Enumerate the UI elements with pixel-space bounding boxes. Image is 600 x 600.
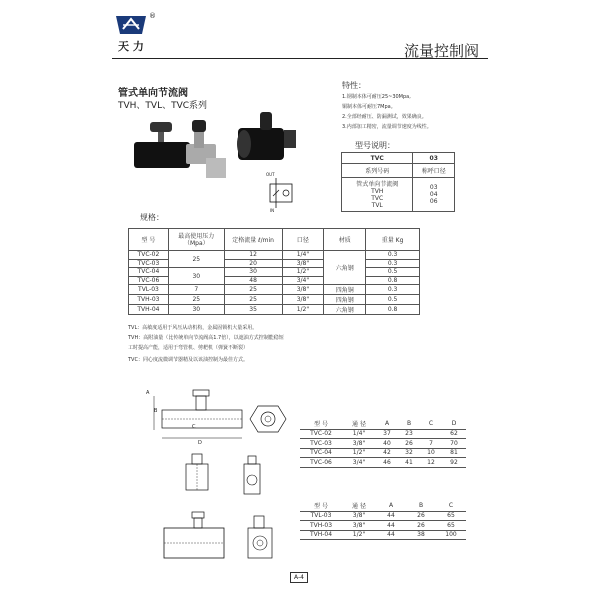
spec-model: TVC-03 [129,259,169,268]
dim2-cell: 44 [376,521,406,531]
dim1-cell: TVC-04 [300,448,342,458]
dim1-cell: 3/8" [342,439,376,449]
brand-name: 天 力 [118,40,144,53]
spec-port: 3/8" [282,285,324,295]
dim2-cell: 38 [406,530,436,540]
spec-flow: 12 [224,251,282,260]
logo-icon [114,14,148,36]
dim1-header: D [442,418,466,429]
spec-pressure: 30 [168,305,224,315]
dim1-cell: 26 [398,439,420,449]
dim1-cell: TVC-03 [300,439,342,449]
spec-port: 3/4" [282,276,324,285]
dim1-cell: 81 [442,448,466,458]
model-code-cell: 03 04 06 [413,178,455,212]
dimension-drawing-tvh [158,508,288,568]
spec-model: TVC-02 [129,251,169,260]
dim1-cell: 32 [398,448,420,458]
product-photo [128,108,328,180]
dim1-cell: 40 [376,439,398,449]
dim2-header: C [436,500,466,511]
dim-label-d: D [198,440,202,446]
spec-material: 六角钢 [324,251,366,285]
symbol-out-label: OUT [266,172,275,177]
spec-weight: 0.3 [366,259,420,268]
dim-label-b: B [154,408,158,414]
dim1-cell: 46 [376,458,398,468]
dim1-header: A [376,418,398,429]
feature-item: 2.全部经耐压、防漏测试，效果确良。 [342,114,427,120]
brand-logo [114,14,148,36]
spec-material: 六角钢 [324,305,366,315]
spec-model: TVH-04 [129,305,169,315]
dim2-cell: 100 [436,530,466,540]
model-code-cell: TVC [342,153,413,164]
dim1-cell: 3/4" [342,458,376,468]
spec-flow: 48 [224,276,282,285]
spec-model: TVC-04 [129,268,169,277]
model-code-cell: 03 [413,153,455,164]
spec-pressure: 25 [168,295,224,305]
dim1-cell: 10 [420,448,442,458]
dim1-header: C [420,418,442,429]
spec-flow: 35 [224,305,282,315]
registered-mark: ® [149,12,156,20]
spec-port: 3/8" [282,295,324,305]
dim2-cell: 3/8" [342,511,376,521]
dim1-cell: 41 [398,458,420,468]
model-code-cell: 系列号码 [342,164,413,178]
model-code-cell: 称呼口径 [413,164,455,178]
note-tvh-cont: 工时提高产能，适用于弯管机、剪耙机（弹簧不断裂） [128,345,249,351]
model-code-cell: 管式单向节流阀 TVH TVC TVL [342,178,413,212]
spec-header-port: 口径 [282,229,324,251]
dim1-cell [420,429,442,439]
spec-model: TVL-03 [129,285,169,295]
dim-label-a: A [146,390,150,396]
spec-model: TVH-03 [129,295,169,305]
symbol-in-label: IN [270,208,275,213]
dim1-cell: 42 [376,448,398,458]
product-title: 管式单向节流阀 [118,88,188,99]
spec-port: 1/4" [282,251,324,260]
spec-pressure: 25 [168,251,224,268]
dim1-header: B [398,418,420,429]
features-heading: 特性： [342,81,366,90]
section-title: 流量控制阀 [404,42,480,60]
dim2-cell: 44 [376,530,406,540]
spec-header-material: 材质 [324,229,366,251]
spec-model: TVC-06 [129,276,169,285]
dim1-header: 通 径 [342,418,376,429]
spec-header-weight: 重量 Kg [366,229,420,251]
spec-weight: 0.8 [366,305,420,315]
product-subtitle: TVH、TVL、TVC系列 [118,101,208,111]
dim2-cell: 65 [436,521,466,531]
spec-material: 四角钢 [324,295,366,305]
note-tvl: TVL：高敏度适用于风压从动机构，金属固锁机大量采用。 [128,325,258,331]
dimension-drawing-tvl [166,450,286,502]
dim2-header: 通 径 [342,500,376,511]
feature-item: 3.内部加工精密，流量调节速度为线性。 [342,124,432,130]
spec-table [128,228,420,315]
header-divider [112,58,488,59]
spec-flow: 25 [224,295,282,305]
dim1-cell: 37 [376,429,398,439]
spec-material: 四角铜 [324,285,366,295]
spec-weight: 0.8 [366,276,420,285]
dim2-cell: TVH-03 [300,521,342,531]
dim1-cell: 70 [442,439,466,449]
spec-weight: 0.3 [366,285,420,295]
note-tvh: TVH：高附油量（比传统单向节流阀高1.7倍），以遮油方式控制能稳短 [128,335,284,341]
spec-weight: 0.5 [366,268,420,277]
dim1-cell: 23 [398,429,420,439]
spec-flow: 30 [224,268,282,277]
dim1-cell: 1/4" [342,429,376,439]
spec-header-model: 型 号 [129,229,169,251]
dim2-cell: TVL-03 [300,511,342,521]
dim2-cell: 65 [436,511,466,521]
spec-port: 1/2" [282,268,324,277]
spec-port: 3/8" [282,259,324,268]
dim2-header: A [376,500,406,511]
dim2-cell: TVH-04 [300,530,342,540]
dim2-cell: 1/2" [342,530,376,540]
dim1-cell: TVC-02 [300,429,342,439]
dim1-cell: 1/2" [342,448,376,458]
page-number: A-4 [290,572,308,583]
dim1-cell: TVC-06 [300,458,342,468]
spec-flow: 25 [224,285,282,295]
model-code-heading: 型号说明： [355,141,395,150]
spec-weight: 0.3 [366,251,420,260]
dim2-cell: 26 [406,521,436,531]
feature-item: 铜制本体可耐压7Mpa。 [342,104,396,110]
dim1-cell: 62 [442,429,466,439]
spec-heading: 规格： [140,213,164,222]
hydraulic-symbol [262,172,296,214]
dim-label-c: C [192,424,196,430]
dimension-drawing-tvc [150,386,292,448]
dim1-cell: 92 [442,458,466,468]
dim1-cell: 7 [420,439,442,449]
dim2-cell: 26 [406,511,436,521]
spec-weight: 0.5 [366,295,420,305]
dim2-cell: 3/8" [342,521,376,531]
spec-header-pressure: 最高使用压力 （Mpa） [168,229,224,251]
dim2-cell: 44 [376,511,406,521]
spec-pressure: 30 [168,268,224,285]
feature-item: 1.钢制本体可耐压25~30Mpa, [342,94,411,100]
spec-header-flow: 定格流量 ℓ/min [224,229,282,251]
dimension-table-tvl-tvh [300,500,466,540]
spec-flow: 20 [224,259,282,268]
dim1-cell: 12 [420,458,442,468]
dimension-table-tvc [300,418,466,468]
note-tvc: TVC：同心度流微调节器精及以该油控制为最佳方式。 [128,357,248,363]
dim2-header: B [406,500,436,511]
dim1-header: 型 号 [300,418,342,429]
spec-pressure: 7 [168,285,224,295]
spec-port: 1/2" [282,305,324,315]
model-code-table [341,152,455,212]
dim2-header: 型 号 [300,500,342,511]
